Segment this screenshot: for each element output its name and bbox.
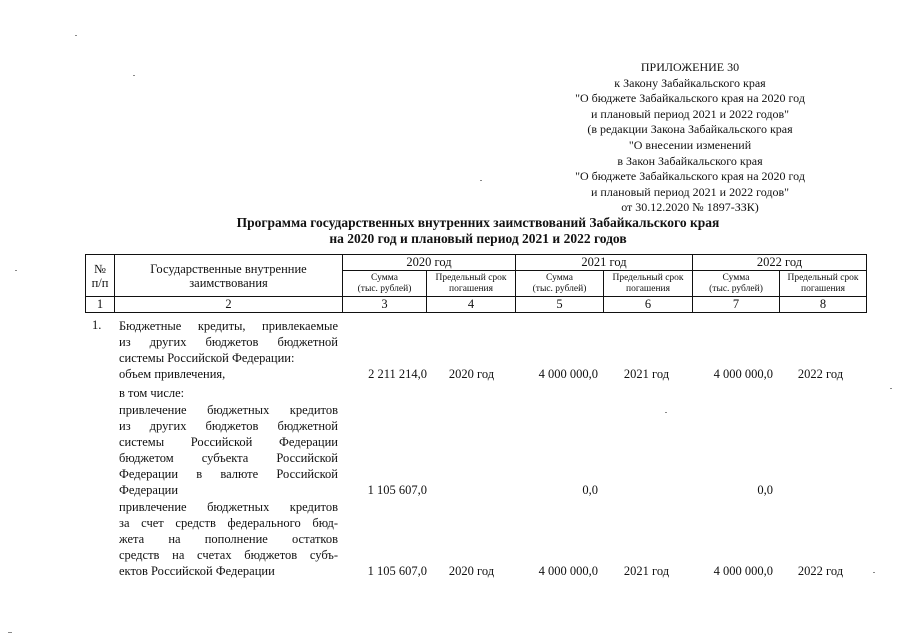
sub1-2022-sum: 0,0 [757,483,773,497]
volume-2022-sum: 4 000 000,0 [713,367,773,381]
header-sum-line: Сумма [722,273,750,283]
column-number: 7 [693,297,780,313]
text-line: Федерации [119,483,179,497]
scan-speck [873,572,875,573]
volume-2020-term: 2020 год [448,367,495,381]
appendix-line: в Закон Забайкальского края [617,153,763,168]
appendix-line: "О внесении изменений [628,137,752,152]
text-line: из других бюджетов бюджетной [119,335,338,349]
scan-speck [133,75,135,76]
text-line: объем привлечения, [119,367,226,381]
header-sum-line: (тыс. рублей) [357,283,412,294]
volume-2020-sum: 2 211 214,0 [368,367,427,381]
sub2-2021-sum: 4 000 000,0 [538,564,598,578]
row-intro-text [119,318,338,366]
scan-speck [75,35,77,36]
appendix-line: к Закону Забайкальского края [614,75,766,90]
scan-speck [890,388,892,389]
appendix-line: и плановый период 2021 и 2022 годов" [590,106,790,121]
sub1-2020-sum: 1 105 607,0 [367,483,427,497]
row-number: 1. [92,318,102,332]
sub1-text [119,402,338,498]
header-borrowing-name [115,255,343,297]
header-term [427,271,516,297]
header-term-line: Предельный срок [435,273,507,283]
volume-2022-term: 2022 год [797,367,844,381]
header-term-line: Предельный срок [787,273,859,283]
header-sum-line: (тыс. рублей) [532,283,587,294]
title-line-2: на 2020 год и плановый период 2021 и 2022 годов [329,231,627,246]
header-term [780,271,867,297]
text-line: привлечение бюджетных кредитов [119,403,338,417]
header-term-line: погашения [448,283,494,294]
column-number: 4 [427,297,516,313]
scan-speck [15,270,17,271]
header-year-2021: 2021 год [516,255,693,271]
header-name-line: заимствования [189,275,268,290]
header-sum-line: Сумма [546,273,573,283]
text-line: в том числе: [119,386,185,400]
including-label [119,385,338,401]
title-line-1: Программа государственных внутренних заимствований Забайкальского края [236,215,720,230]
sub1-2021-sum: 0,0 [582,483,598,497]
column-number: 2 [115,297,343,313]
appendix-line: (в редакции Закона Забайкальского края [587,122,793,137]
volume-label [119,366,338,382]
text-line: привлечение бюджетных кредитов [119,500,338,514]
sub2-2022-sum: 4 000 000,0 [713,564,773,578]
text-line: Бюджетные кредиты, привлекаемые [119,319,338,333]
header-number-line: № [94,261,106,276]
header-sum-line: (тыс. рублей) [709,283,763,294]
sub2-2022-term: 2022 год [797,564,844,578]
sub2-2021-term: 2021 год [623,564,670,578]
column-number: 1 [86,297,115,313]
appendix-line: и плановый период 2021 и 2022 годов" [590,184,790,199]
borrowing-table-header [85,254,867,313]
scan-speck [8,632,12,633]
text-line: бюджетом субъекта Российской [119,451,338,465]
header-number-line: п/п [91,275,109,290]
text-line: системы Российской Федерации [119,435,338,449]
header-term [604,271,693,297]
column-number: 6 [604,297,693,313]
sub2-2020-term: 2020 год [448,564,495,578]
header-term-line: Предельный срок [612,273,684,283]
sub2-2020-sum: 1 105 607,0 [367,564,427,578]
appendix-header [540,60,840,216]
column-number: 3 [343,297,427,313]
column-number: 8 [780,297,867,313]
header-term-line: погашения [625,283,671,294]
header-sum [516,271,604,297]
text-line: за счет средств федерального бюд- [119,516,338,530]
header-number [86,255,115,297]
appendix-line: "О бюджете Забайкальского края на 2020 год [575,169,805,184]
appendix-line: ПРИЛОЖЕНИЕ 30 [640,60,740,74]
header-year-2020: 2020 год [343,255,516,271]
column-number: 5 [516,297,604,313]
scan-speck [480,180,482,181]
text-line: Федерации в валюте Российской [119,467,338,481]
text-line: средств на счетах бюджетов субъ- [119,548,338,562]
header-sum-line: Сумма [371,273,398,283]
volume-2021-term: 2021 год [623,367,670,381]
header-sum [343,271,427,297]
sub2-text [119,499,338,579]
appendix-line: "О бюджете Забайкальского края на 2020 год [575,91,805,106]
document-title [120,215,836,247]
header-year-2022: 2022 год [693,255,867,271]
text-line: жета на пополнение остатков [119,532,338,546]
text-line: ектов Российской Федерации [119,564,275,578]
header-term-line: погашения [800,283,846,294]
header-name-line: Государственные внутренние [150,261,307,276]
appendix-line: от 30.12.2020 № 1897-ЗЗК) [621,200,759,215]
text-line: из других бюджетов бюджетной [119,419,338,433]
scan-speck [665,412,667,413]
volume-2021-sum: 4 000 000,0 [538,367,598,381]
header-sum [693,271,780,297]
text-line: системы Российской Федерации: [119,351,295,365]
